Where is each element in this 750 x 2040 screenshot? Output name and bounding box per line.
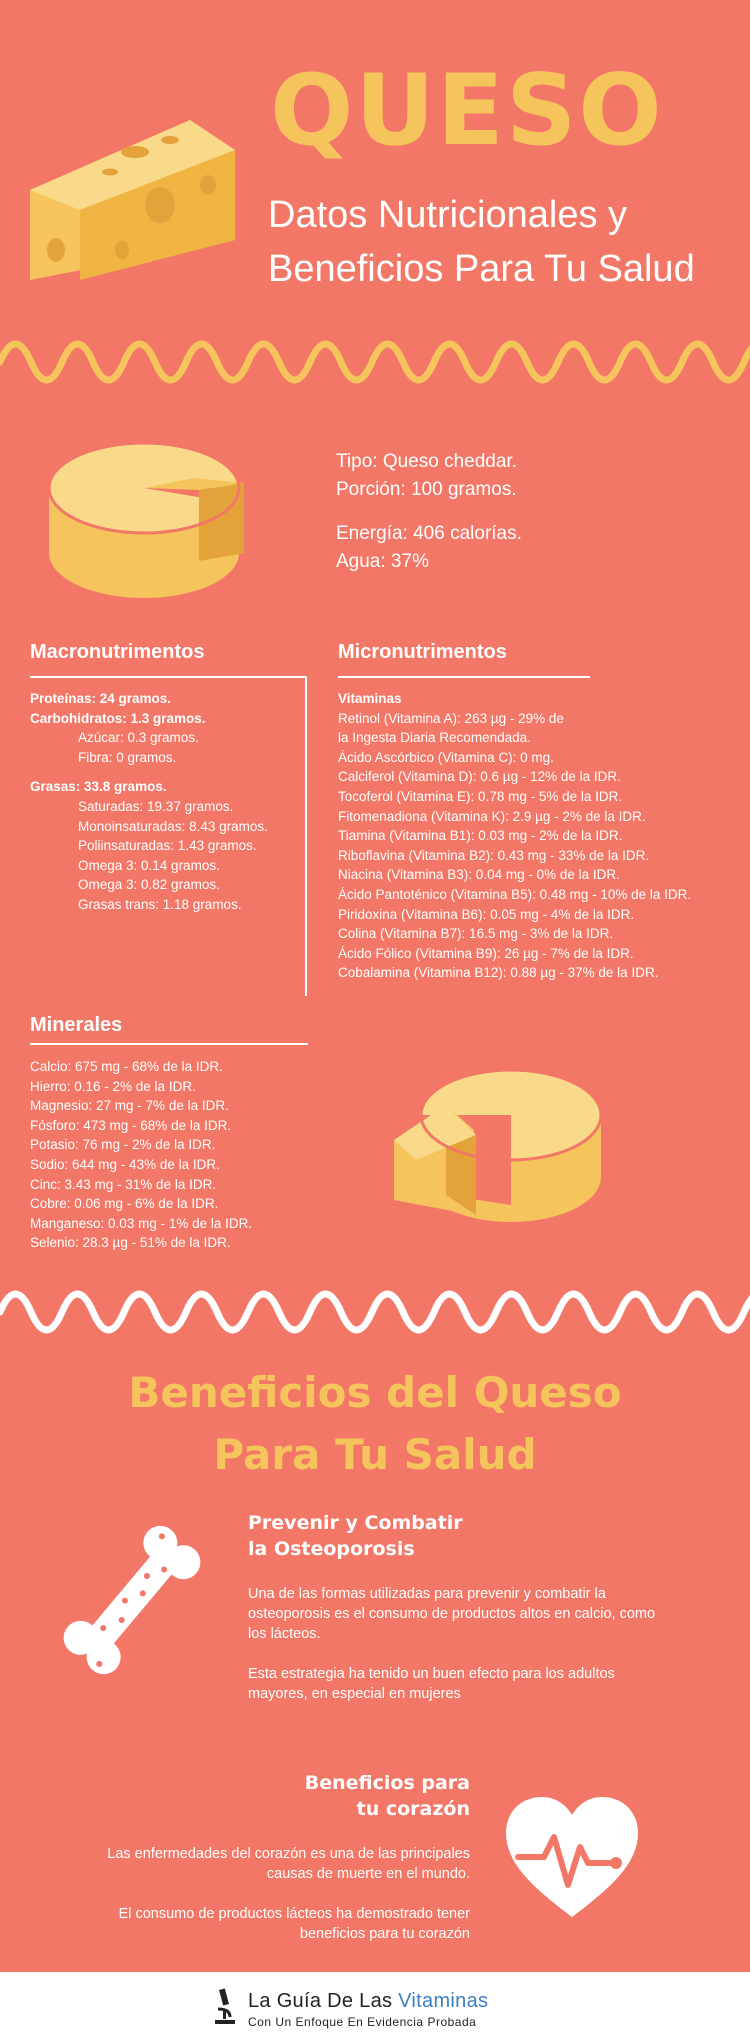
macro-item: Omega 3: 0.14 gramos. — [78, 857, 220, 873]
macro-item: Carbohidratos: 1.3 gramos. — [30, 710, 206, 726]
page-subtitle: Datos Nutricionales y Beneficios Para Tu Salud — [268, 194, 695, 290]
osteo-paragraph-2: Esta estrategia ha tenido un buen efecto para los adultos mayores, en especial en mujeres — [248, 1666, 615, 1702]
footer-tagline: Con Un Enfoque En Evidencia Probada — [248, 2015, 477, 2029]
mineral-item: Manganeso: 0.03 mg - 1% de la IDR. — [30, 1215, 253, 1231]
heart-title: Beneficios para tu corazón — [304, 1772, 470, 1820]
benefits-title: Beneficios del Queso Para Tu Salud — [128, 1368, 622, 1479]
micro-subheading: Vitaminas — [338, 691, 402, 706]
microscope-icon — [212, 1987, 238, 2027]
vitamin-item: Calciferol (Vitamina D): 0.6 µg - 12% de la IDR. — [338, 769, 621, 785]
mineral-item: Potasio: 76 mg - 2% de la IDR. — [30, 1137, 216, 1153]
macro-item: Grasas: 33.8 gramos. — [30, 779, 167, 795]
heart-paragraph-2: El consumo de productos lácteos ha demostrado tener beneficios para tu corazón — [118, 1906, 470, 1942]
mineral-item: Cinc: 3.43 mg - 31% de la IDR. — [30, 1176, 217, 1192]
wave-divider — [0, 336, 750, 388]
macro-item: Omega 3: 0.82 gramos. — [78, 877, 220, 893]
vitamin-item: Ácido Fólico (Vitamina B9): 26 µg - 7% de la IDR. — [338, 945, 634, 961]
vitamin-item: Fitomenadiona (Vitamina K): 2.9 µg - 2% de la IDR. — [338, 808, 646, 824]
cheese-wheel-icon — [44, 428, 254, 603]
macro-heading: Macronutrimentos — [30, 641, 205, 663]
info-block — [336, 448, 522, 576]
footer-brand[interactable]: La Guía De Las Vitaminas — [248, 1990, 489, 2012]
macro-rule — [30, 676, 305, 678]
mineral-item: Sodio: 644 mg - 43% de la IDR. — [30, 1156, 220, 1172]
macro-item: Azúcar: 0.3 gramos. — [78, 730, 199, 746]
cheese-wheel-icon — [386, 1055, 606, 1230]
minerals-heading: Minerales — [30, 1014, 123, 1036]
vitamin-item: Niacina (Vitamina B3): 0.04 mg - 0% de la IDR. — [338, 867, 620, 883]
cheese-wedge-icon — [20, 100, 250, 290]
wave-divider — [0, 1286, 750, 1338]
micro-rule — [338, 676, 590, 678]
vitamin-item: Piridoxina (Vitamina B6): 0.05 mg - 4% de la IDR. — [338, 906, 635, 922]
macro-item: Saturadas: 19.37 gramos. — [78, 798, 234, 814]
macro-item: Grasas trans: 1.18 gramos. — [78, 896, 242, 912]
vitamin-item: Ácido Pantoténico (Vitamina B5): 0.48 mg - 10% de la IDR. — [338, 886, 692, 902]
vitamin-item: Tocoferol (Vitamina E): 0.78 mg - 5% de la IDR. — [338, 788, 623, 804]
vitamin-item: Cobalamina (Vitamina B12): 0.88 µg - 37% de la IDR. — [338, 965, 659, 981]
macro-item: Poliinsaturadas: 1.43 gramos. — [78, 838, 257, 854]
info-energia: Energía: 406 calorías. — [336, 523, 522, 544]
column-divider — [305, 676, 307, 996]
vitamin-item: Riboflavina (Vitamina B2): 0.43 mg - 33% de la IDR. — [338, 847, 650, 863]
vitamin-item: la Ingesta Diaria Recomendada. — [338, 730, 531, 746]
minerals-rule — [30, 1043, 308, 1045]
info-tipo: Tipo: Queso cheddar. — [336, 451, 517, 472]
heart-paragraph-1: Las enfermedades del corazón es una de las principales causas de muerte en el mundo. — [107, 1846, 470, 1882]
mineral-item: Fósforo: 473 mg - 68% de la IDR. — [30, 1117, 232, 1133]
osteo-block — [248, 1510, 668, 1704]
mineral-item: Magnesio: 27 mg - 7% de la IDR. — [30, 1098, 229, 1114]
mineral-item: Selenio: 28.3 µg - 51% de la IDR. — [30, 1235, 231, 1251]
page-title: QUESO — [270, 54, 664, 168]
micro-list — [338, 689, 738, 983]
bone-icon — [52, 1515, 212, 1685]
mineral-item: Cobre: 0.06 mg - 6% de la IDR. — [30, 1196, 219, 1212]
mineral-item: Calcio: 675 mg - 68% de la IDR. — [30, 1059, 223, 1074]
heart-pulse-icon — [502, 1795, 642, 1923]
osteo-title: Prevenir y Combatir la Osteoporosis — [248, 1512, 463, 1560]
macro-spacer — [30, 767, 300, 777]
info-porcion: Porción: 100 gramos. — [336, 479, 517, 500]
vitamin-item: Ácido Ascórbico (Vitamina C): 0 mg. — [338, 749, 554, 765]
osteo-paragraph-1: Una de las formas utilizadas para prevenir y combatir la osteoporosis es el consumo de productos altos en calcio, como los lácteos. — [248, 1586, 656, 1642]
macro-item: Monoinsaturadas: 8.43 gramos. — [78, 818, 268, 834]
vitamin-item: Retinol (Vitamina A): 263 µg - 29% de — [338, 710, 564, 726]
heart-block — [95, 1770, 470, 1944]
macro-item: Proteínas: 24 gramos. — [30, 691, 172, 706]
vitamin-item: Tiamina (Vitamina B1): 0.03 mg - 2% de la IDR. — [338, 828, 623, 844]
vitamin-item: Colina (Vitamina B7): 16.5 mg - 3% de la IDR. — [338, 926, 614, 942]
info-agua: Agua: 37% — [336, 551, 429, 572]
micro-heading: Micronutrimentos — [338, 641, 507, 663]
macro-item: Fibra: 0 gramos. — [78, 749, 177, 765]
macro-list — [30, 689, 300, 915]
minerals-list — [30, 1057, 330, 1253]
mineral-item: Hierro: 0.16 - 2% de la IDR. — [30, 1078, 196, 1094]
